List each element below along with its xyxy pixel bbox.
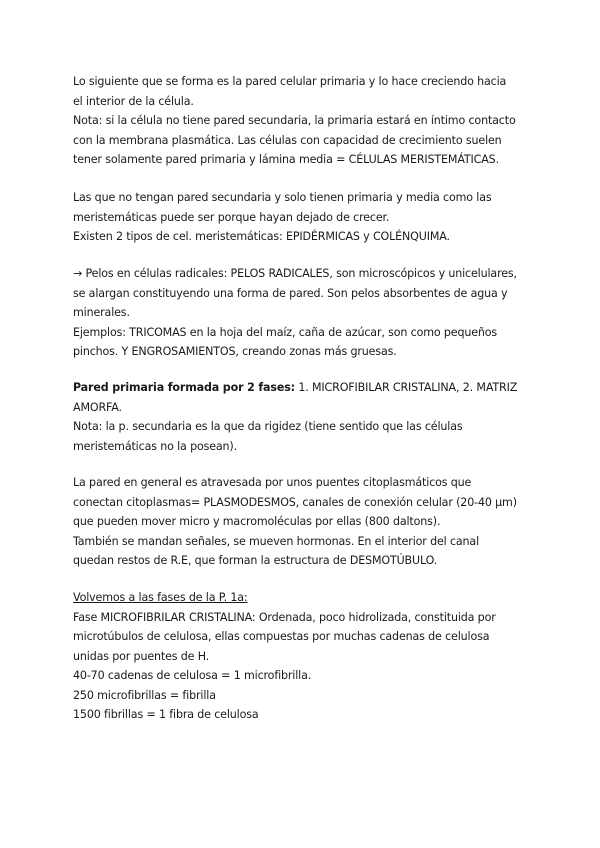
text-line: conectan citoplasmas= PLASMODESMOS, canales de conexión celular (20-40 µm) [73, 495, 517, 509]
text-line: tener solamente pared primaria y lámina media = CÉLULAS MERISTEMÁTICAS. [73, 153, 499, 166]
text-line: 250 microfibrillas = fibrilla [73, 688, 216, 702]
text-line: → Pelos en células radicales: PELOS RADICALES, son microscópicos y unicelulares, [73, 267, 517, 280]
paragraph-meristematic [73, 188, 528, 247]
text-line: quedan restos de R.E, que forman la estructura de DESMOTÚBULO. [73, 554, 438, 567]
text-line: se alargan constituyendo una forma de pared. Son pelos absorbentes de agua y [73, 286, 508, 300]
text-line: el interior de la célula. [73, 94, 194, 108]
paragraph-root-hairs [73, 264, 528, 362]
text-line: 40-70 cadenas de celulosa = 1 microfibrilla. [73, 669, 312, 682]
bold-heading: Pared primaria formada por 2 fases: [73, 381, 295, 394]
text-line: Existen 2 tipos de cel. meristemáticas: EPIDÉRMICAS y COLÉNQUIMA. [73, 230, 450, 243]
text-line: Nota: la p. secundaria es la que da rigidez (tiene sentido que las células [73, 420, 463, 433]
text-line: Fase MICROFIBRILAR CRISTALINA: Ordenada, poco hidrolizada, constituida por [73, 610, 496, 624]
text-line: con la membrana plasmática. Las células con capacidad de crecimiento suelen [73, 133, 502, 147]
text-line: meristemáticas no la posean). [73, 439, 237, 453]
text-line: Nota: si la célula no tiene pared secundaria, la primaria estará en íntimo contacto [73, 114, 516, 127]
paragraph-plasmodesmata [73, 473, 528, 571]
text-line: AMORFA. [73, 400, 122, 414]
text-line: pinchos. Y ENGROSAMIENTOS, creando zonas más gruesas. [73, 345, 397, 358]
text-line: Lo siguiente que se forma es la pared celular primaria y lo hace creciendo hacia [73, 75, 507, 88]
paragraph-phases [73, 378, 528, 456]
section-heading: Volvemos a las fases de la P. 1a: [73, 591, 248, 604]
text-line: Ejemplos: TRICOMAS en la hoja del maíz, caña de azúcar, son como pequeños [73, 325, 498, 339]
text-run: 1. MICROFIBILAR CRISTALINA, 2. MATRIZ [294, 381, 518, 394]
text-line: meristemáticas puede ser porque hayan dejado de crecer. [73, 210, 390, 224]
text-line: minerales. [73, 306, 130, 319]
text-line: La pared en general es atravesada por unos puentes citoplasmáticos que [73, 476, 472, 489]
paragraph-phase-details [73, 588, 528, 725]
text-line: microtúbulos de celulosa, ellas compuestas por muchas cadenas de celulosa [73, 630, 490, 643]
text-line [73, 378, 528, 398]
text-line: También se mandan señales, se mueven hormonas. En el interior del canal [73, 534, 480, 548]
text-line: unidas por puentes de H. [73, 649, 210, 663]
text-line: Las que no tengan pared secundaria y solo tienen primaria y media como las [73, 191, 492, 204]
text-line: que pueden mover micro y macromoléculas por ellas (800 daltons). [73, 515, 441, 528]
paragraph-primary-wall [73, 72, 528, 170]
text-line: 1500 fibrillas = 1 fibra de celulosa [73, 708, 259, 721]
